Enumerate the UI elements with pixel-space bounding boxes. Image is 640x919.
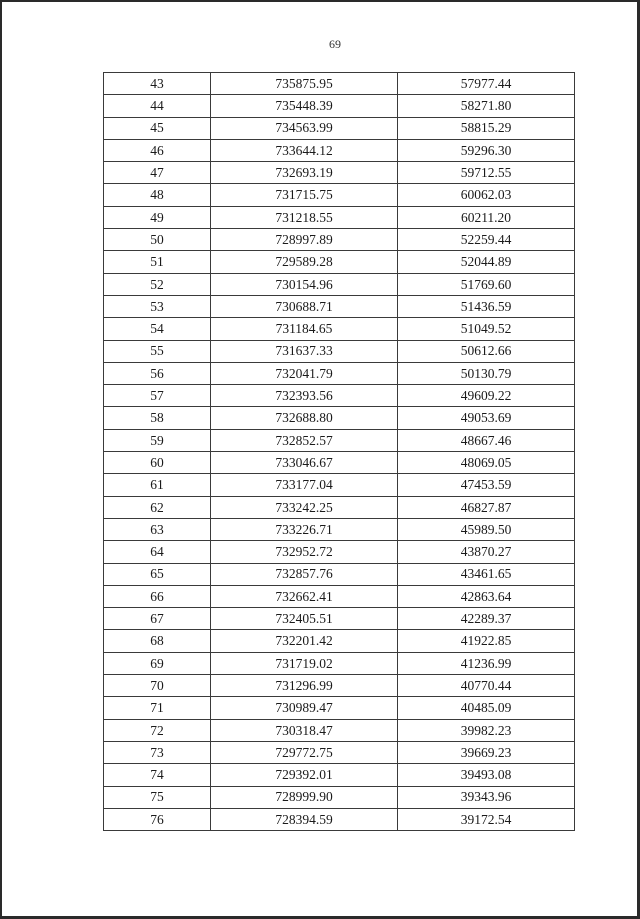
point-number-cell: 63 [104,518,211,540]
x-coordinate-cell: 730318.47 [211,719,398,741]
x-coordinate-cell: 731637.33 [211,340,398,362]
table-row [104,496,575,518]
y-coordinate-cell: 46827.87 [398,496,575,518]
table-row [104,608,575,630]
point-number-cell: 68 [104,630,211,652]
x-coordinate-cell: 732693.19 [211,162,398,184]
x-coordinate-cell: 728394.59 [211,808,398,830]
y-coordinate-cell: 52259.44 [398,229,575,251]
y-coordinate-cell: 41922.85 [398,630,575,652]
y-coordinate-cell: 59296.30 [398,139,575,161]
point-number-cell: 51 [104,251,211,273]
y-coordinate-cell: 39493.08 [398,764,575,786]
x-coordinate-cell: 729392.01 [211,764,398,786]
x-coordinate-cell: 728997.89 [211,229,398,251]
point-number-cell: 65 [104,563,211,585]
point-number-cell: 72 [104,719,211,741]
x-coordinate-cell: 732952.72 [211,541,398,563]
y-coordinate-cell: 42289.37 [398,608,575,630]
y-coordinate-cell: 59712.55 [398,162,575,184]
coordinate-table [103,72,575,831]
x-coordinate-cell: 733226.71 [211,518,398,540]
table-row [104,139,575,161]
x-coordinate-cell: 732852.57 [211,429,398,451]
coordinate-table-body [104,73,575,831]
x-coordinate-cell: 732201.42 [211,630,398,652]
point-number-cell: 58 [104,407,211,429]
y-coordinate-cell: 47453.59 [398,474,575,496]
y-coordinate-cell: 49053.69 [398,407,575,429]
point-number-cell: 49 [104,206,211,228]
x-coordinate-cell: 733046.67 [211,452,398,474]
y-coordinate-cell: 48069.05 [398,452,575,474]
point-number-cell: 67 [104,608,211,630]
point-number-cell: 48 [104,184,211,206]
point-number-cell: 57 [104,385,211,407]
point-number-cell: 62 [104,496,211,518]
y-coordinate-cell: 39343.96 [398,786,575,808]
y-coordinate-cell: 58271.80 [398,95,575,117]
x-coordinate-cell: 730688.71 [211,295,398,317]
point-number-cell: 50 [104,229,211,251]
x-coordinate-cell: 731296.99 [211,675,398,697]
point-number-cell: 74 [104,764,211,786]
table-row [104,95,575,117]
x-coordinate-cell: 733242.25 [211,496,398,518]
x-coordinate-cell: 732688.80 [211,407,398,429]
point-number-cell: 59 [104,429,211,451]
table-row [104,429,575,451]
y-coordinate-cell: 40485.09 [398,697,575,719]
table-row [104,273,575,295]
table-row [104,117,575,139]
y-coordinate-cell: 50130.79 [398,362,575,384]
x-coordinate-cell: 733644.12 [211,139,398,161]
point-number-cell: 45 [104,117,211,139]
table-row [104,362,575,384]
y-coordinate-cell: 45989.50 [398,518,575,540]
y-coordinate-cell: 60211.20 [398,206,575,228]
table-row [104,251,575,273]
table-row [104,162,575,184]
table-row [104,73,575,95]
point-number-cell: 55 [104,340,211,362]
y-coordinate-cell: 49609.22 [398,385,575,407]
x-coordinate-cell: 731715.75 [211,184,398,206]
table-row [104,786,575,808]
y-coordinate-cell: 41236.99 [398,652,575,674]
x-coordinate-cell: 729772.75 [211,741,398,763]
y-coordinate-cell: 39982.23 [398,719,575,741]
y-coordinate-cell: 50612.66 [398,340,575,362]
x-coordinate-cell: 732857.76 [211,563,398,585]
table-row [104,719,575,741]
point-number-cell: 73 [104,741,211,763]
point-number-cell: 69 [104,652,211,674]
y-coordinate-cell: 51769.60 [398,273,575,295]
x-coordinate-cell: 731719.02 [211,652,398,674]
y-coordinate-cell: 40770.44 [398,675,575,697]
x-coordinate-cell: 731184.65 [211,318,398,340]
x-coordinate-cell: 732662.41 [211,585,398,607]
table-row [104,585,575,607]
point-number-cell: 66 [104,585,211,607]
table-row [104,318,575,340]
point-number-cell: 71 [104,697,211,719]
x-coordinate-cell: 731218.55 [211,206,398,228]
x-coordinate-cell: 735875.95 [211,73,398,95]
y-coordinate-cell: 60062.03 [398,184,575,206]
table-row [104,541,575,563]
x-coordinate-cell: 732393.56 [211,385,398,407]
y-coordinate-cell: 43870.27 [398,541,575,563]
table-row [104,206,575,228]
point-number-cell: 44 [104,95,211,117]
table-row [104,630,575,652]
point-number-cell: 52 [104,273,211,295]
point-number-cell: 76 [104,808,211,830]
table-row [104,697,575,719]
point-number-cell: 70 [104,675,211,697]
table-row [104,340,575,362]
point-number-cell: 47 [104,162,211,184]
point-number-cell: 75 [104,786,211,808]
y-coordinate-cell: 58815.29 [398,117,575,139]
x-coordinate-cell: 733177.04 [211,474,398,496]
y-coordinate-cell: 51436.59 [398,295,575,317]
y-coordinate-cell: 42863.64 [398,585,575,607]
table-row [104,184,575,206]
table-row [104,652,575,674]
table-row [104,563,575,585]
table-row [104,808,575,830]
y-coordinate-cell: 39172.54 [398,808,575,830]
table-row [104,385,575,407]
table-row [104,741,575,763]
x-coordinate-cell: 732405.51 [211,608,398,630]
x-coordinate-cell: 729589.28 [211,251,398,273]
x-coordinate-cell: 734563.99 [211,117,398,139]
table-row [104,474,575,496]
y-coordinate-cell: 43461.65 [398,563,575,585]
point-number-cell: 53 [104,295,211,317]
x-coordinate-cell: 730989.47 [211,697,398,719]
table-row [104,764,575,786]
x-coordinate-cell: 730154.96 [211,273,398,295]
x-coordinate-cell: 732041.79 [211,362,398,384]
table-row [104,295,575,317]
point-number-cell: 46 [104,139,211,161]
point-number-cell: 60 [104,452,211,474]
y-coordinate-cell: 39669.23 [398,741,575,763]
y-coordinate-cell: 52044.89 [398,251,575,273]
y-coordinate-cell: 51049.52 [398,318,575,340]
table-row [104,518,575,540]
y-coordinate-cell: 57977.44 [398,73,575,95]
table-row [104,675,575,697]
point-number-cell: 54 [104,318,211,340]
x-coordinate-cell: 728999.90 [211,786,398,808]
point-number-cell: 56 [104,362,211,384]
point-number-cell: 61 [104,474,211,496]
y-coordinate-cell: 48667.46 [398,429,575,451]
x-coordinate-cell: 735448.39 [211,95,398,117]
table-row [104,229,575,251]
point-number-cell: 43 [104,73,211,95]
table-row [104,452,575,474]
point-number-cell: 64 [104,541,211,563]
page-number: 69 [329,37,341,51]
table-row [104,407,575,429]
